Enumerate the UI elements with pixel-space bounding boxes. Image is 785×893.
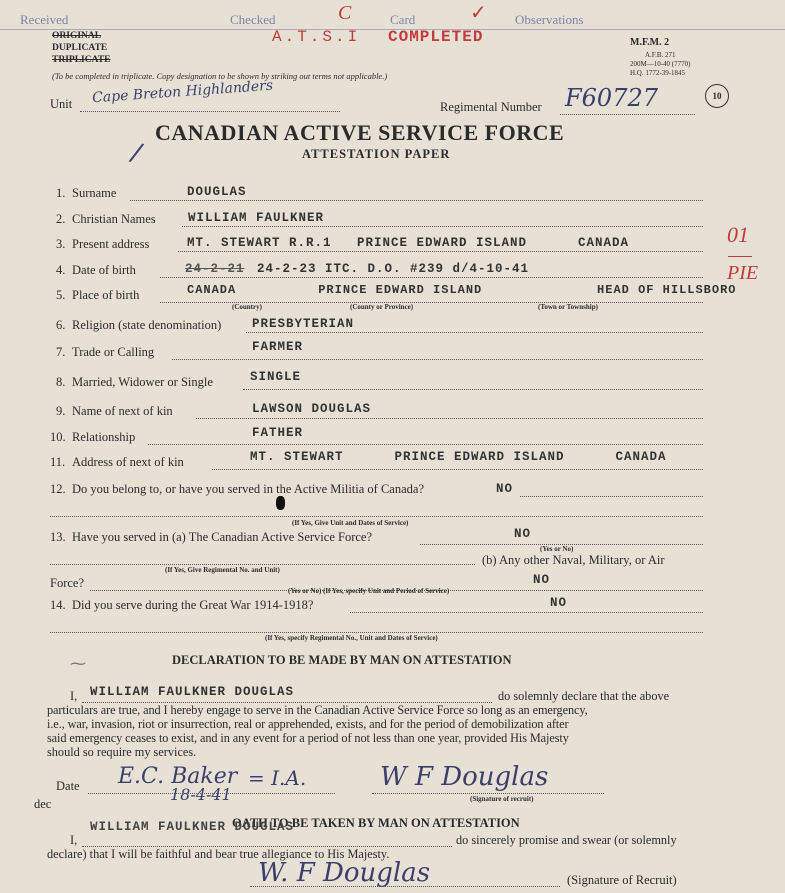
field-1-dots [130,200,703,201]
date-label: Date [56,779,80,793]
observations-label: Observations [515,12,584,27]
received-label: Received [20,12,69,27]
regimental-number-label: Regimental Number [440,100,542,114]
recruit-signature: W F Douglas [380,762,549,792]
caption-q14: (If Yes, specify Regimental No., Unit and Dates of Service) [265,634,438,642]
declaration-line4: said emergency ceases to exist, and in any event for a period of not less than one year, provided His Majesty [47,731,569,745]
oath-signature: W. F Douglas [258,858,431,888]
scribble-icon: ⁓ [70,656,86,673]
field-13-label: Have you served in (a) The Canadian Active Service Force? [72,530,372,544]
field-10-num: 10. [50,430,66,444]
field-9-num: 9. [56,404,66,418]
field-6-num: 6. [56,318,66,332]
field-11-dots [212,469,703,470]
caption-county: (County or Province) [350,303,414,311]
field-4-struck: 24-2-21 [185,262,245,276]
field-13-value: NO [514,527,532,541]
field-8-num: 8. [56,375,66,389]
field-14-label: Did you serve during the Great War 1914-1918? [72,598,314,612]
caption-q12: (If Yes, Give Unit and Dates of Service) [292,519,409,527]
field-14-dots-b [50,632,703,633]
oath-line1: do sincerely promise and swear (or solemnly [456,833,677,847]
field-13b-label: (b) Any other Naval, Military, or Air [482,553,665,567]
circle-number: 10 [705,84,729,108]
stamp-completed: COMPLETED [388,28,484,46]
field-12-num: 12. [50,482,66,496]
field-5-value: CANADA PRINCE EDWARD ISLAND HEAD OF HILLSBORO [187,283,737,297]
triplicate-note: (To be completed in triplicate. Copy designation to be shown by striking out terms not applicable.) [52,71,388,81]
unit-label: Unit [50,97,73,111]
caption-country: (Country) [232,303,262,311]
copy-original: ORIGINAL [52,31,102,41]
field-12-label: Do you belong to, or have you served in the Active Militia of Canada? [72,482,424,496]
field-7-num: 7. [56,345,66,359]
copy-triplicate: TRIPLICATE [52,55,111,65]
field-1-num: 1. [56,186,66,200]
oath-signature-caption: (Signature of Recruit) [567,873,677,887]
field-13b-value: NO [533,573,551,587]
field-3-num: 3. [56,237,66,251]
field-11-label: Address of next of kin [72,455,184,469]
field-4-num: 4. [56,263,66,277]
field-11-value: MT. STEWART PRINCE EDWARD ISLAND CANADA [250,450,667,464]
field-9-dots [196,418,703,419]
field-6-value: PRESBYTERIAN [252,317,355,331]
margin-note-rule [728,256,752,257]
field-8-dots [243,389,703,390]
check-mark-icon: C [338,2,352,24]
field-2-label: Christian Names [72,212,156,226]
field-1-value: DOUGLAS [187,185,247,199]
field-12-dots-a [520,496,703,497]
margin-note-pie: PIE [727,262,759,284]
field-10-label: Relationship [72,430,136,444]
form-code-hq: H.Q. 1772-39-1845 [630,69,686,77]
field-3-label: Present address [72,237,150,251]
declaration-line1: do solemnly declare that the above [498,689,670,703]
regimental-number-value: F60727 [565,84,658,112]
oath-heading: OATH TO BE TAKEN BY MAN ON ATTESTATION [232,816,520,830]
field-13b-dots [50,564,475,565]
field-12-value: NO [496,482,514,496]
field-2-dots [182,226,703,227]
signature-dots [372,793,604,794]
unit-value: Cape Breton Highlanders [91,77,274,107]
field-9-value: LAWSON DOUGLAS [252,402,372,416]
field-4-label: Date of birth [72,263,136,277]
oath-name: WILLIAM FAULKNER DOUGLAS [90,820,295,834]
field-5-label: Place of birth [72,288,140,302]
field-11-num: 11. [50,455,66,469]
field-14-value: NO [550,596,568,610]
field-13-num: 13. [50,530,66,544]
caption-q13-unit: (If Yes, Give Regimental No. and Unit) [165,566,280,574]
field-7-value: FARMER [252,340,304,354]
caption-q13b: (Yes or No) (If Yes, specify Unit and Period of Service) [288,587,450,595]
signature-caption: (Signature of recruit) [470,795,534,803]
stamp-atsi: A.T.S.I [272,28,361,46]
declaration-line3: i.e., war, invasion, riot or insurrection, real or apprehended, exists, and for the period of demobilization after [47,717,569,731]
field-6-dots [246,332,703,333]
ink-blot-icon [276,496,285,510]
field-13b-force: Force? [50,576,85,590]
declaration-line5: should so require my services. [47,745,197,759]
caption-town: (Town or Township) [538,303,598,311]
oath-signature-dots [250,886,560,887]
copy-duplicate: DUPLICATE [52,43,108,53]
field-1-label: Surname [72,186,117,200]
form-code-afb: A.F.B. 271 [645,51,676,59]
unit-dots [80,111,340,112]
field-2-value: WILLIAM FAULKNER [188,211,325,225]
declaration-i: I, [70,689,78,703]
field-7-label: Trade or Calling [72,345,155,359]
field-8-value: SINGLE [250,370,302,384]
field-10-value: FATHER [252,426,304,440]
field-8-label: Married, Widower or Single [72,375,213,389]
field-4-dots [160,277,703,278]
declaration-heading: DECLARATION TO BE MADE BY MAN ON ATTESTATION [172,653,512,667]
field-3-dots [178,251,703,252]
field-10-dots [148,444,703,445]
checked-label: Checked [230,12,276,27]
field-5-num: 5. [56,288,66,302]
date-cont-label: dec [34,797,52,811]
field-7-dots [172,359,703,360]
form-title: CANADIAN ACTIVE SERVICE FORCE [155,120,565,145]
witness-rank-icon: = I.A. [248,766,307,790]
witness-signature: E.C. Baker [118,764,238,789]
field-2-num: 2. [56,212,66,226]
field-6-label: Religion (state denomination) [72,318,222,332]
declaration-line2: particulars are true, and I hereby engage to serve in the Canadian Active Service Force so long as an emergency, [47,703,588,717]
oath-line2: declare) that I will be faithful and bear true allegiance to His Majesty. [47,847,390,861]
regimental-dots [560,114,695,115]
field-12-dots-b [50,516,703,517]
declaration-name: WILLIAM FAULKNER DOUGLAS [90,685,295,699]
caption-q13-yesno: (Yes or No) [540,545,574,553]
tick-mark-icon: ✓ [470,2,487,24]
field-3-value: MT. STEWART R.R.1 PRINCE EDWARD ISLAND CANADA [187,236,630,250]
form-code-print: 200M—10-40 (7770) [630,60,691,68]
field-14-dots-a [350,612,703,613]
field-9-label: Name of next of kin [72,404,173,418]
form-subtitle: ATTESTATION PAPER [302,147,451,161]
field-4-value: 24-2-23 ITC. D.O. #239 d/4-10-41 [257,262,530,276]
pen-stroke-icon: / [127,137,146,169]
field-14-num: 14. [50,598,66,612]
oath-i: I, [70,833,78,847]
form-code-mfm: M.F.M. 2 [630,37,670,48]
card-label: Card [390,12,416,27]
date-value: 18-4-41 [170,785,232,804]
margin-note-01: 01 [727,222,749,247]
